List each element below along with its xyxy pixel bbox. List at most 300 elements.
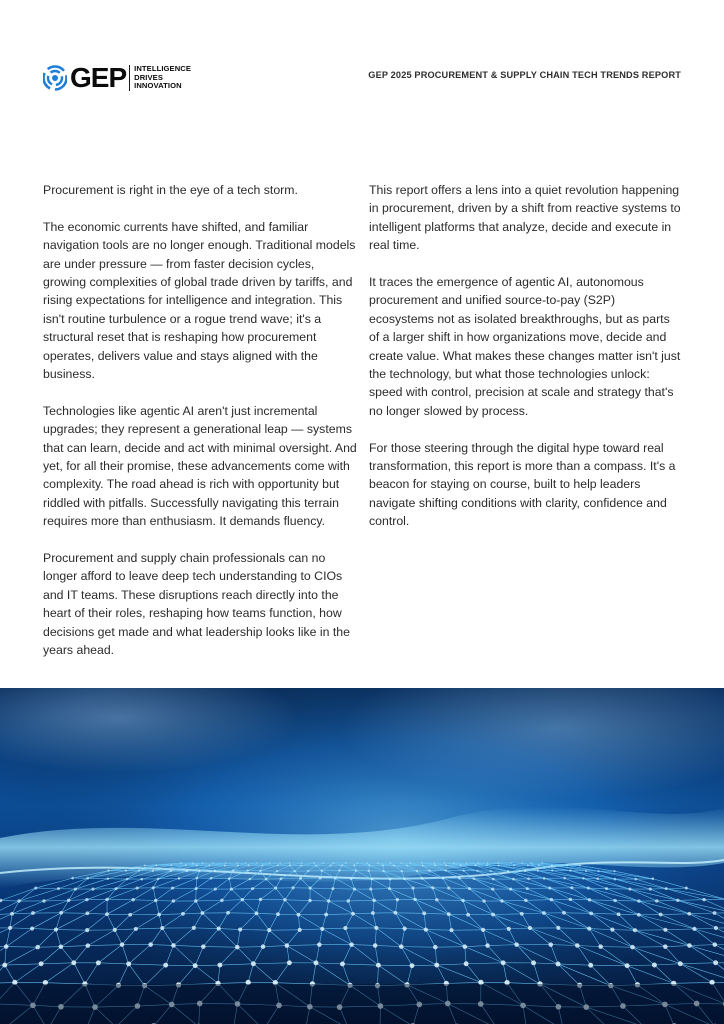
mesh-node (235, 945, 240, 950)
mesh-node (548, 887, 551, 890)
mesh-node (421, 862, 423, 864)
mesh-node (105, 912, 109, 916)
mesh-node (563, 877, 566, 880)
mesh-node (152, 870, 154, 872)
mesh-node (486, 865, 488, 867)
mesh-node (309, 887, 312, 890)
mesh-node (178, 877, 181, 880)
gep-swirl-icon (43, 65, 67, 91)
mesh-node (120, 942, 125, 947)
mesh-node (587, 887, 590, 890)
mesh-node (289, 864, 291, 866)
mesh-node (300, 865, 302, 867)
mesh-node (526, 887, 529, 890)
mesh-node (473, 877, 476, 880)
mesh-node (347, 899, 350, 902)
mesh-node (685, 887, 688, 890)
mesh-node (353, 864, 355, 866)
mesh-node (113, 928, 117, 932)
mesh-node (588, 963, 593, 968)
mesh-node (10, 912, 14, 916)
mesh-node (256, 862, 258, 864)
mesh-node (466, 862, 468, 864)
mesh-node (4, 944, 9, 949)
mesh-node (247, 869, 249, 871)
mesh-node (8, 926, 12, 930)
mesh-node (171, 887, 174, 890)
mesh-node (400, 862, 402, 864)
mesh-node (160, 926, 164, 930)
mesh-node (649, 888, 652, 891)
mesh-node (633, 928, 637, 932)
mesh-node (276, 870, 278, 872)
mesh-node (424, 928, 428, 932)
mesh-node (85, 898, 88, 901)
mesh-node (136, 887, 139, 890)
mesh-node (214, 888, 217, 891)
mesh-node (421, 877, 424, 880)
mesh-node (537, 870, 539, 872)
mesh-node (341, 864, 343, 866)
mesh-node (195, 877, 198, 880)
mesh-node (157, 913, 161, 917)
mesh-node (434, 862, 436, 864)
mesh-node (192, 926, 196, 930)
mesh-node (597, 870, 599, 872)
mesh-node (372, 899, 375, 902)
mesh-node (2, 963, 7, 968)
mesh-node (163, 963, 168, 968)
mesh-node (85, 928, 89, 932)
mesh-node (86, 877, 89, 880)
mesh-node (528, 926, 532, 930)
mesh-node (351, 912, 355, 916)
mesh-node (453, 862, 455, 864)
mesh-node (569, 869, 571, 871)
paragraph: This report offers a lens into a quiet revolution happening in procurement, driven by a shift from reactive systems to intelligent platforms that analyze, decide and execute in real time. (369, 183, 681, 253)
mesh-node (241, 898, 244, 901)
mesh-node (340, 961, 345, 966)
mesh-node (224, 865, 226, 867)
mesh-node (406, 865, 408, 867)
mesh-node (637, 899, 640, 902)
mesh-node (331, 887, 334, 890)
mesh-node (531, 960, 536, 965)
mesh-node (507, 870, 509, 872)
mesh-node (180, 862, 182, 864)
mesh-node (527, 864, 529, 866)
mesh-node (214, 870, 216, 872)
paragraph: Procurement is right in the eye of a tech storm. (43, 183, 298, 197)
gep-logo (43, 64, 191, 92)
mesh-node (59, 911, 63, 915)
mesh-node (251, 961, 256, 966)
mesh-node (343, 926, 347, 930)
mesh-node (131, 898, 134, 901)
mesh-node (86, 943, 91, 948)
mesh-node (220, 899, 223, 902)
mesh-node (59, 944, 64, 949)
mesh-node (287, 960, 292, 965)
mesh-node (598, 944, 603, 949)
mesh-node (482, 899, 485, 902)
mesh-node (556, 926, 560, 930)
mesh-node (625, 963, 630, 968)
mesh-node (478, 862, 480, 864)
mesh-node (485, 943, 490, 948)
mesh-node (538, 864, 540, 866)
mesh-node (313, 960, 318, 965)
mesh-node (200, 911, 204, 915)
mesh-node (31, 911, 35, 915)
mesh-node (144, 865, 146, 867)
mesh-node (613, 899, 616, 902)
mesh-node (678, 961, 683, 966)
mesh-node (193, 963, 198, 968)
mesh-node (255, 911, 259, 915)
mesh-node (610, 928, 614, 932)
mesh-node (96, 960, 101, 965)
mesh-node (550, 898, 553, 901)
paragraph: It traces the emergence of agentic AI, autonomous procurement and unified source-to-pay (S2P) ecosystems not as isolated breakthroughs, but as parts of a larger shift in how organizations move, decide and create value. What makes these changes matter isn't just the technology, but what those technologies unlock: speed with control, precision at scale and strategy that's no longer slowed by process. (369, 275, 681, 418)
right-text-column (369, 181, 683, 549)
mesh-node (382, 870, 384, 872)
mesh-node (186, 870, 188, 872)
mesh-node (551, 869, 553, 871)
mesh-node (628, 888, 631, 891)
mesh-node (39, 961, 44, 966)
mesh-node (324, 913, 328, 917)
mesh-node (566, 864, 568, 866)
mesh-node (353, 888, 356, 891)
mesh-node (192, 862, 194, 864)
mesh-node (334, 877, 337, 880)
mesh-node (195, 887, 198, 890)
mesh-node (170, 864, 172, 866)
mesh-node (713, 960, 718, 965)
mesh-node (416, 870, 418, 872)
mesh-node (71, 877, 74, 880)
mesh-node (388, 887, 391, 890)
network-illustration (0, 688, 724, 1024)
mesh-node (307, 870, 309, 872)
mesh-node (637, 913, 641, 917)
mesh-node (588, 898, 591, 901)
mesh-node (460, 864, 462, 866)
mesh-node (313, 862, 315, 864)
mesh-node (556, 962, 561, 967)
mesh-node (410, 963, 415, 968)
mesh-node (596, 877, 599, 880)
mesh-node (238, 927, 242, 931)
mesh-node (152, 886, 155, 889)
mesh-node (651, 877, 654, 880)
mesh-node (210, 877, 213, 880)
mesh-node (497, 862, 499, 864)
mesh-node (687, 912, 691, 916)
mesh-node (301, 862, 303, 864)
mesh-node (630, 945, 635, 950)
mesh-node (86, 911, 90, 915)
mesh-node (524, 870, 526, 872)
mesh-node (171, 943, 176, 948)
mesh-node (441, 877, 444, 880)
mesh-node (368, 864, 370, 866)
mesh-node (428, 870, 430, 872)
mesh-node (126, 878, 129, 881)
mesh-node (279, 862, 281, 864)
mesh-node (487, 862, 489, 864)
mesh-node (509, 888, 512, 891)
mesh-node (389, 878, 392, 881)
mesh-node (447, 887, 450, 890)
mesh-node (713, 942, 718, 947)
mesh-node (262, 864, 264, 866)
mesh-node (107, 870, 109, 872)
mesh-node (259, 870, 261, 872)
mesh-node (134, 927, 138, 931)
mesh-node (445, 869, 447, 871)
mesh-node (468, 887, 471, 890)
mesh-node (226, 911, 230, 915)
mesh-node (298, 928, 302, 932)
tagline-line: DRIVES (134, 72, 164, 82)
mesh-node (655, 899, 658, 902)
mesh-node (403, 926, 407, 930)
mesh-node (676, 899, 679, 902)
mesh-node (308, 899, 311, 902)
mesh-node (579, 865, 581, 867)
mesh-node (366, 862, 368, 864)
mesh-node (401, 870, 403, 872)
mesh-node (617, 912, 621, 916)
mesh-node (422, 911, 426, 915)
mesh-node (613, 870, 615, 872)
mesh-node (605, 887, 608, 890)
mesh-node (212, 862, 214, 864)
mesh-node (315, 865, 317, 867)
mesh-node (34, 887, 37, 890)
mesh-node (369, 888, 372, 891)
mesh-node (513, 865, 515, 867)
mesh-node (569, 898, 572, 901)
mesh-node (665, 887, 668, 890)
mesh-node (374, 926, 378, 930)
mesh-node (542, 911, 546, 915)
mesh-node (357, 862, 359, 864)
mesh-node (294, 870, 296, 872)
mesh-node (320, 927, 324, 931)
mesh-node (714, 926, 718, 930)
mesh-node (349, 942, 354, 947)
mesh-node (524, 899, 527, 902)
mesh-node (663, 928, 667, 932)
mesh-node (333, 862, 335, 864)
mesh-node (35, 945, 40, 950)
mesh-node (138, 869, 140, 871)
mesh-node (462, 869, 464, 871)
mesh-node (42, 899, 45, 902)
mesh-node (431, 886, 434, 889)
mesh-node (687, 943, 692, 948)
mesh-node (377, 862, 379, 864)
mesh-node (338, 869, 340, 871)
mesh-node (194, 899, 197, 902)
page-header (0, 0, 724, 120)
mesh-node (196, 864, 198, 866)
mesh-node (172, 899, 175, 902)
mesh-node (501, 960, 506, 965)
mesh-node (461, 899, 464, 902)
mesh-node (217, 963, 222, 968)
mesh-node (458, 877, 461, 880)
mesh-node (585, 870, 587, 872)
mesh-node (321, 870, 323, 872)
mesh-node (274, 887, 277, 890)
mesh-node (659, 913, 663, 917)
mesh-node (327, 899, 330, 902)
mesh-node (464, 961, 469, 966)
mesh-node (390, 862, 392, 864)
mesh-node (434, 963, 439, 968)
mesh-node (277, 864, 279, 866)
mesh-node (445, 864, 447, 866)
mesh-node (474, 864, 476, 866)
mesh-node (236, 862, 238, 864)
mesh-node (396, 898, 399, 901)
mesh-node (434, 864, 436, 866)
mesh-node (393, 911, 397, 915)
mesh-node (279, 877, 282, 880)
mesh-node (463, 944, 468, 949)
mesh-node (409, 862, 411, 864)
mesh-node (185, 864, 187, 866)
mesh-node (589, 911, 593, 915)
mesh-node (507, 927, 511, 931)
mesh-node (373, 943, 378, 948)
mesh-node (382, 864, 384, 866)
mesh-node (449, 928, 453, 932)
report-title: GEP 2025 PROCUREMENT & SUPPLY CHAIN TECH TRENDS REPORT (368, 70, 681, 80)
mesh-node (232, 869, 234, 871)
mesh-node (481, 928, 485, 932)
mesh-node (148, 942, 153, 947)
mesh-node (500, 899, 503, 902)
mesh-node (527, 877, 530, 880)
mesh-node (413, 898, 416, 901)
mesh-node (198, 870, 200, 872)
mesh-node (225, 862, 227, 864)
mesh-node (491, 888, 494, 891)
mesh-node (323, 862, 325, 864)
mesh-node (368, 870, 370, 872)
mesh-node (106, 877, 109, 880)
logo-tagline (134, 65, 191, 90)
mesh-node (237, 865, 239, 867)
mesh-node (492, 878, 495, 881)
mesh-node (422, 865, 424, 867)
paragraph: Procurement and supply chain professionals can no longer afford to leave deep tech understanding to CIOs and IT teams. These disruptions reach directly into the heart of their roles, reshaping how teams function, how decisions get made and what leadership looks like in the years ahead. (43, 551, 350, 658)
mesh-node (208, 865, 210, 867)
mesh-node (249, 878, 252, 881)
mesh-node (433, 945, 438, 950)
tagline-line: INNOVATION (134, 81, 182, 91)
mesh-node (551, 864, 553, 866)
mesh-node (490, 870, 492, 872)
mesh-node (251, 887, 254, 890)
mesh-node (217, 926, 221, 930)
mesh-node (230, 888, 233, 891)
mesh-node (202, 862, 204, 864)
mesh-node (74, 888, 77, 891)
mesh-node (614, 878, 617, 881)
mesh-node (521, 862, 523, 864)
mesh-node (115, 887, 118, 890)
mesh-node (248, 864, 250, 866)
mesh-node (634, 878, 637, 881)
mesh-node (17, 899, 20, 902)
mesh-node (652, 963, 657, 968)
mesh-node (269, 862, 271, 864)
mesh-node (466, 913, 470, 917)
mesh-node (245, 862, 247, 864)
mesh-node (542, 862, 544, 864)
mesh-node (128, 913, 132, 917)
tagline-line: INTELLIGENCE (134, 64, 192, 74)
mesh-node (319, 877, 322, 880)
mesh-node (265, 878, 268, 881)
mesh-node (71, 960, 76, 965)
hero-network-image (0, 688, 724, 1024)
mesh-node (297, 913, 301, 917)
mesh-node (702, 898, 705, 901)
mesh-node (713, 911, 717, 915)
mesh-node (510, 862, 512, 864)
mesh-node (289, 862, 291, 864)
mesh-node (491, 913, 495, 917)
mesh-node (105, 898, 108, 901)
mesh-node (157, 877, 160, 880)
mesh-node (126, 961, 131, 966)
mesh-node (562, 911, 566, 915)
mesh-node (530, 862, 532, 864)
logo-divider (129, 65, 130, 91)
mesh-node (447, 912, 451, 916)
mesh-node (663, 944, 668, 949)
mesh-node (520, 912, 524, 916)
mesh-node (350, 877, 353, 880)
logo-wordmark: GEP (70, 62, 127, 93)
mesh-node (548, 942, 553, 947)
mesh-node (587, 927, 591, 931)
mesh-node (582, 877, 585, 880)
mesh-node (276, 912, 280, 916)
mesh-node (330, 865, 332, 867)
mesh-node (692, 927, 696, 931)
mesh-node (30, 926, 34, 930)
mesh-node (403, 877, 406, 880)
mesh-node (411, 887, 414, 890)
mesh-node (125, 869, 127, 871)
mesh-node (181, 912, 185, 916)
mesh-node (91, 888, 94, 891)
mesh-node (283, 898, 286, 901)
mesh-node (285, 943, 290, 948)
mesh-node (355, 869, 357, 871)
mesh-node (370, 878, 373, 881)
paragraph: Technologies like agentic AI aren't just incremental upgrades; they represent a generational leap — systems that can learn, decide and act with minimal oversight. And yet, for all their promise, these advancements come with complexity. The road ahead is rich with opportunity but riddled with pitfalls. Successfully navigating this terrain requires more than enthusiasm. It demands fluency. (43, 403, 357, 529)
mesh-node (67, 899, 70, 902)
